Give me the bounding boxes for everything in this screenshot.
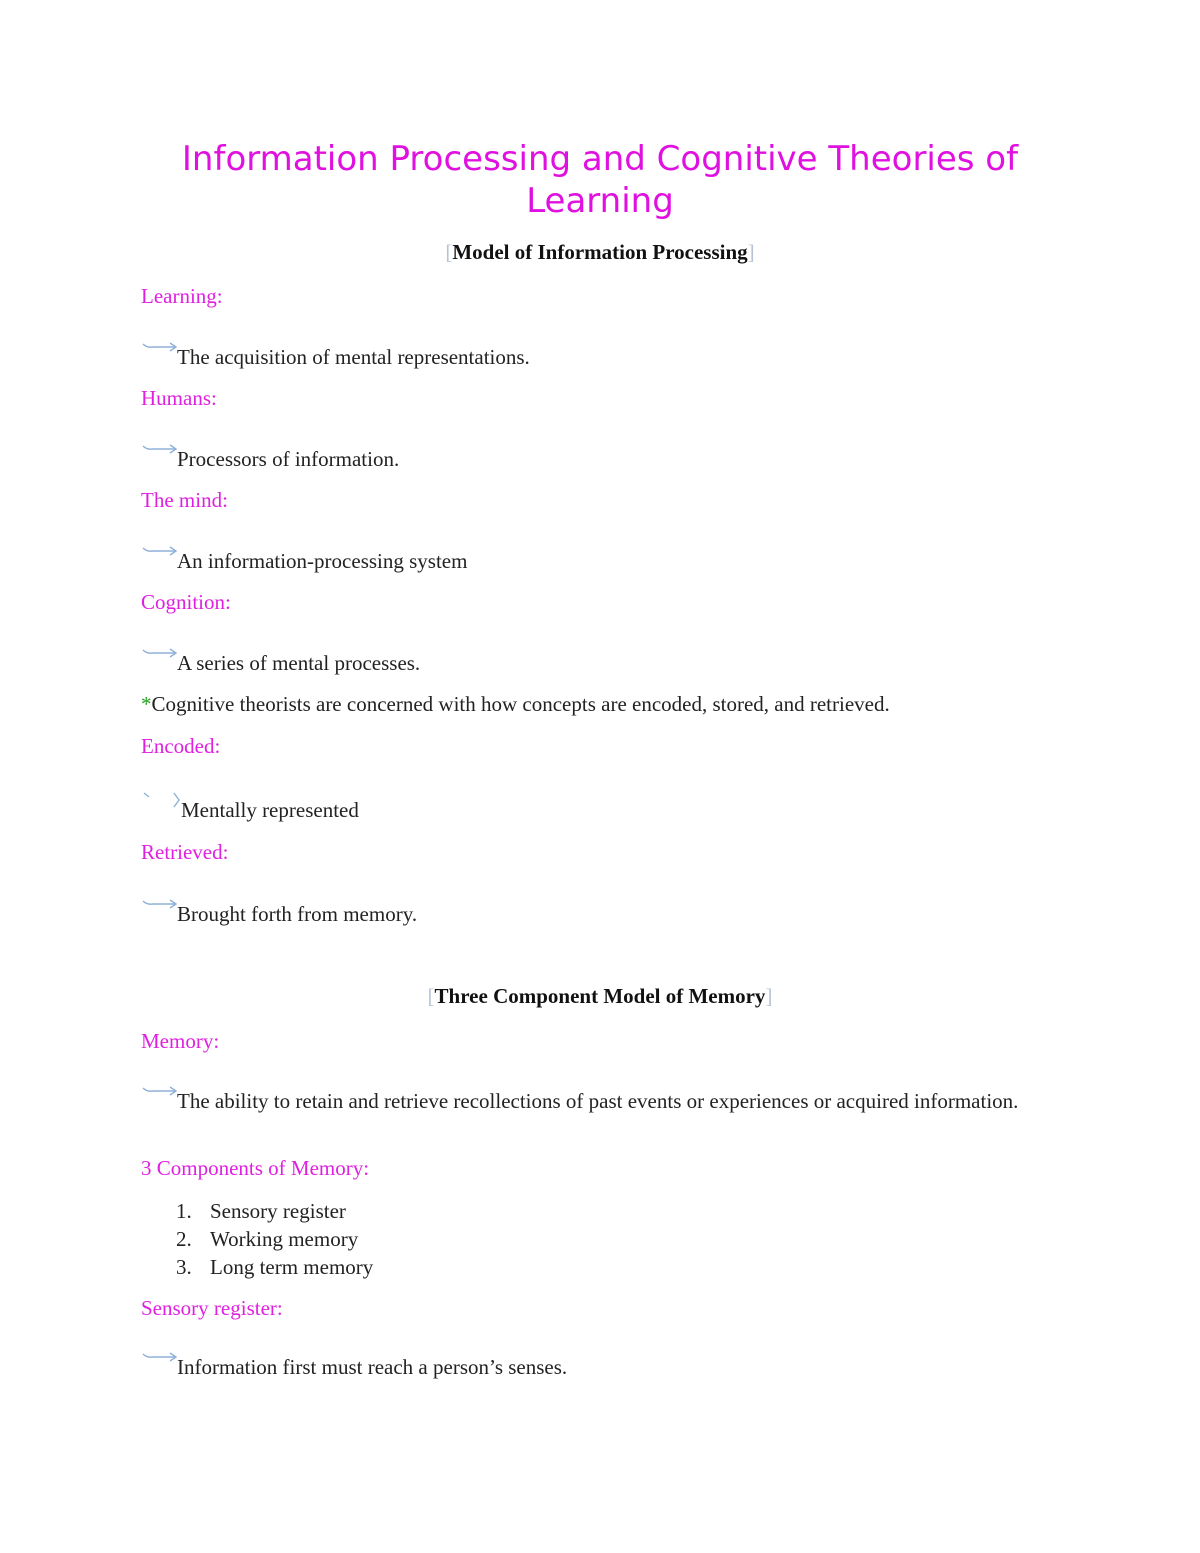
heading-bracket-close: ]: [747, 240, 755, 264]
term-3-components-of-memory: 3 Components of Memory:: [141, 1156, 370, 1180]
arrow-icon: [141, 791, 183, 811]
asterisk: *: [141, 692, 152, 716]
section-heading-three-component-model: [140, 984, 1060, 1009]
term-retrieved: Retrieved:: [141, 840, 229, 864]
heading-bracket-open: [: [445, 240, 453, 264]
section-heading-information-processing: [140, 240, 1060, 265]
term-humans: Humans:: [141, 386, 217, 410]
arrow-icon: [141, 1348, 179, 1368]
arrow-icon: [141, 895, 179, 915]
definition-encoded: Mentally represented: [141, 791, 1021, 824]
definition-memory: The ability to retain and retrieve recollections of past events or experiences or acquired information.: [141, 1082, 1021, 1115]
arrow-icon: [141, 338, 179, 358]
arrow-icon: [141, 542, 179, 562]
section-heading-text: Model of Information Processing: [452, 240, 748, 264]
components-list: [176, 1197, 373, 1281]
section-heading-text: Three Component Model of Memory: [434, 984, 766, 1008]
term-memory: Memory:: [141, 1029, 220, 1053]
heading-bracket-open: [: [427, 984, 435, 1008]
definition-sensory-register: Information first must reach a person’s senses.: [141, 1348, 1021, 1381]
list-item: 3. Long term memory: [176, 1255, 374, 1279]
definition-humans: Processors of information.: [141, 440, 1021, 473]
heading-bracket-close: ]: [765, 984, 773, 1008]
arrow-icon: [141, 1082, 179, 1102]
term-sensory-register: Sensory register:: [141, 1296, 283, 1320]
definition-the-mind: An information-processing system: [141, 542, 1021, 575]
term-cognition: Cognition:: [141, 590, 231, 614]
term-the-mind: The mind:: [141, 488, 228, 512]
definition-retrieved: Brought forth from memory.: [141, 895, 1021, 928]
list-item: 2. Working memory: [176, 1227, 359, 1251]
term-encoded: Encoded:: [141, 734, 221, 758]
note-cognitive-theorists: *Cognitive theorists are concerned with how concepts are encoded, stored, and retrieved.: [141, 692, 890, 716]
document-title: Information Processing and Cognitive Theories of Learning: [181, 139, 1019, 221]
term-learning: Learning:: [141, 284, 223, 308]
list-item: 1. Sensory register: [176, 1199, 346, 1223]
arrow-icon: [141, 440, 179, 460]
arrow-icon: [141, 644, 179, 664]
definition-learning: The acquisition of mental representations.: [141, 338, 1021, 371]
definition-cognition: A series of mental processes.: [141, 644, 1021, 677]
